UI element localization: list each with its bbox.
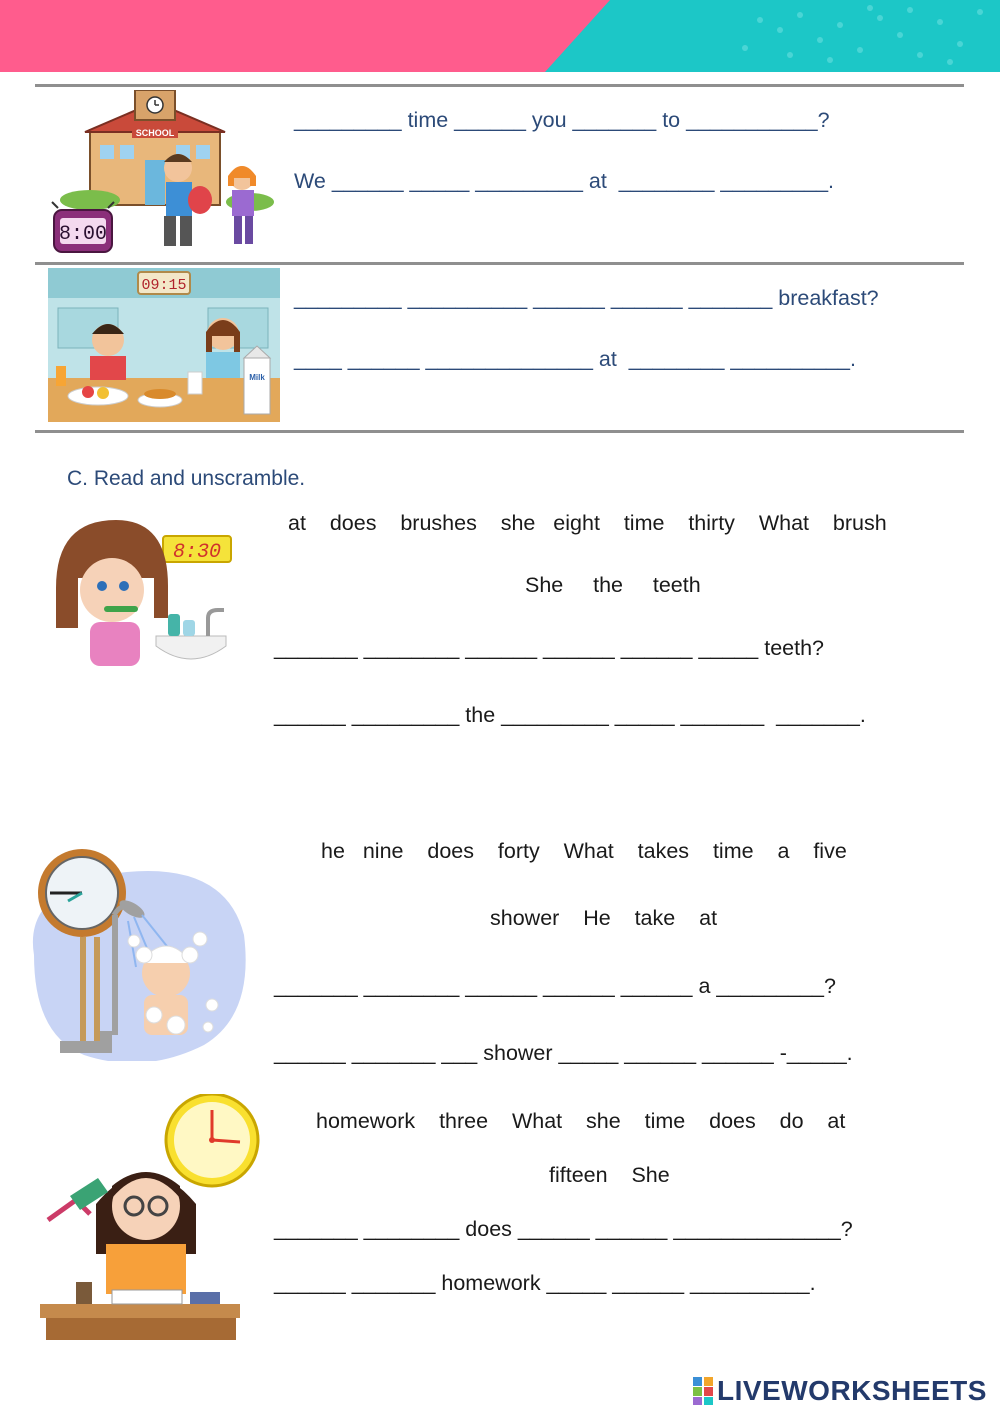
exercise3-scrambled-words-line2: fifteen She bbox=[549, 1163, 670, 1187]
breakfast-kitchen-illustration bbox=[48, 268, 280, 422]
exercise3-question: _______ ________ does ______ ______ ______________? bbox=[274, 1217, 853, 1241]
table-middle-rule bbox=[35, 262, 964, 265]
boy-shower-illustration bbox=[24, 845, 246, 1061]
school-kids-illustration bbox=[50, 90, 275, 258]
exercise2-scrambled-words-line2: shower He take at bbox=[490, 906, 718, 930]
alarm-clock-display: 8:00 bbox=[58, 223, 108, 246]
brand-blocks-icon bbox=[693, 1377, 713, 1405]
girl-brushing-teeth-illustration bbox=[48, 518, 238, 670]
row1-question: _________ time ______ you _______ to ___________? bbox=[294, 108, 830, 132]
digital-clock-display: 8:30 bbox=[172, 541, 222, 564]
table-bottom-rule bbox=[35, 430, 964, 433]
exercise3-scrambled-words-line1: homework three What she time does do at bbox=[316, 1109, 846, 1133]
wall-clock-display: 09:15 bbox=[141, 277, 187, 294]
exercise2-question: _______ ________ ______ ______ ______ a _________? bbox=[274, 974, 836, 998]
exercise1-scrambled-words-line1: at does brushes she eight time thirty What brush bbox=[288, 511, 887, 535]
exercise1-answer: ______ _________ the _________ _____ _______ _______. bbox=[274, 703, 866, 727]
exercise1-scrambled-words-line2: She the teeth bbox=[525, 573, 701, 597]
row1-answer: We ______ _____ _________ at ________ _________. bbox=[294, 169, 834, 193]
exercise2-answer: ______ _______ ___ shower _____ ______ ______ -_____. bbox=[274, 1041, 853, 1065]
row2-question: _________ __________ ______ ______ _______ breakfast? bbox=[294, 286, 879, 310]
liveworksheets-logo[interactable] bbox=[693, 1374, 987, 1408]
table-top-rule bbox=[35, 84, 964, 87]
milk-carton-label: Milk bbox=[249, 373, 265, 382]
girl-homework-illustration bbox=[36, 1094, 266, 1344]
section-c-title: C. Read and unscramble. bbox=[67, 467, 306, 490]
exercise2-scrambled-words-line1: he nine does forty What takes time a five bbox=[321, 839, 847, 863]
brand-name: LIVEWORKSHEETS bbox=[717, 1375, 987, 1406]
row2-answer: ____ ______ ______________ at ________ __________. bbox=[294, 347, 856, 371]
header-banner bbox=[0, 0, 1000, 72]
exercise3-answer: ______ _______ homework _____ ______ __________. bbox=[274, 1271, 816, 1295]
school-sign: SCHOOL bbox=[135, 128, 175, 138]
exercise1-question: _______ ________ ______ ______ ______ _____ teeth? bbox=[274, 636, 824, 660]
